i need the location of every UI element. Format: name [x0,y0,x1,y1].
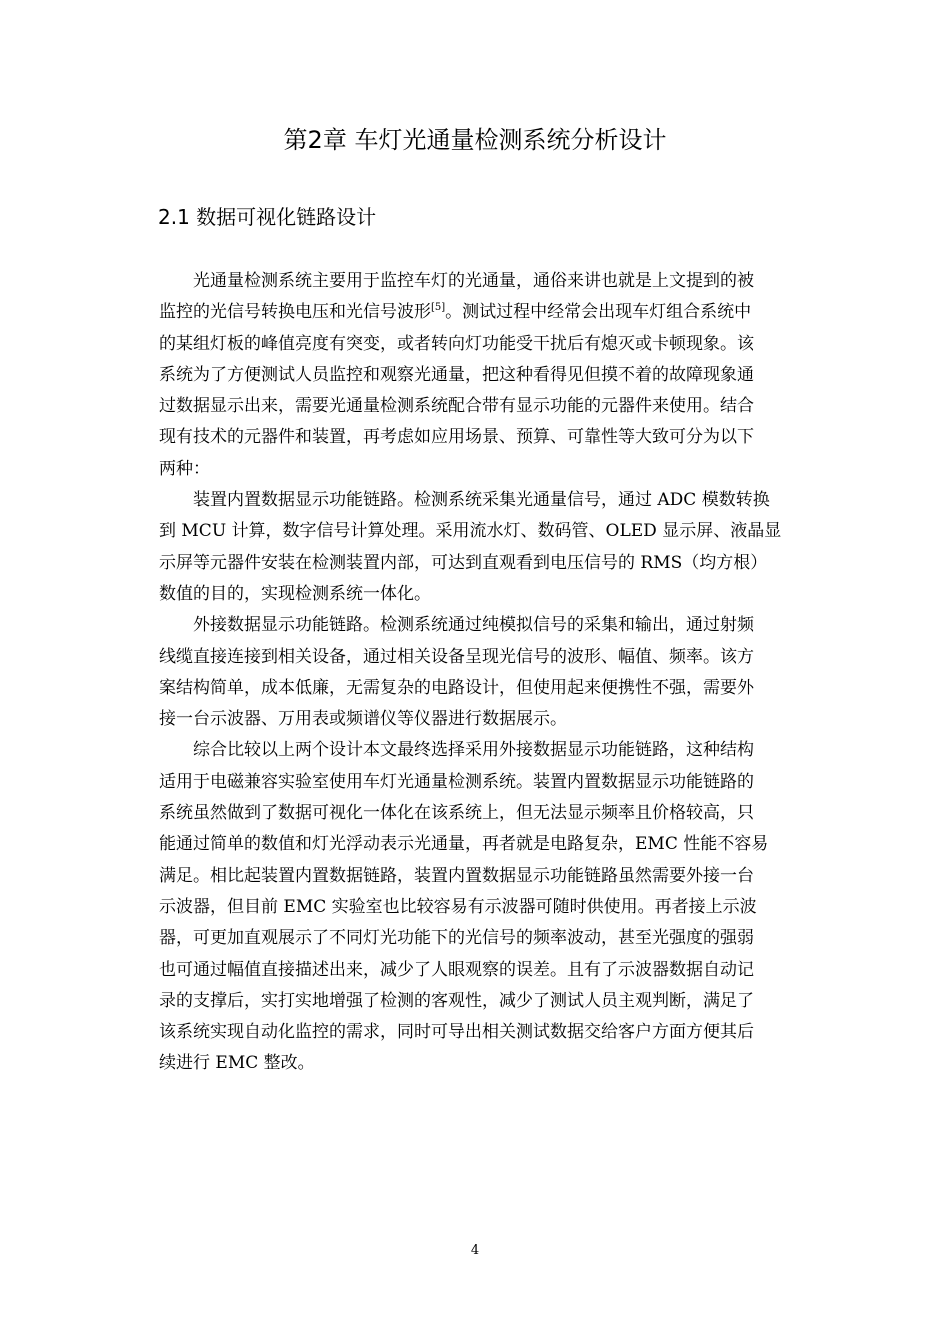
section-title: 2.1 数据可视化链路设计 [158,205,377,229]
paragraph-line: 系统虽然做到了数据可视化一体化在该系统上，但无法显示频率且价格较高，只 [159,803,754,824]
paragraph-line [159,297,835,328]
paragraph-line: 装置内置数据显示功能链路。检测系统采集光通量信号，通过 ADC 模数转换 [193,490,770,511]
paragraph-line: 录的支撑后，实打实地增强了检测的客观性，减少了测试人员主观判断，满足了 [159,990,754,1011]
paragraph-text: 监控的光信号转换电压和光信号波形 [159,302,431,323]
paragraph-line: 该系统实现自动化监控的需求，同时可导出相关测试数据交给客户方面方便其后 [159,1022,754,1043]
paragraph-line: 系统为了方便测试人员监控和观察光通量，把这种看得见但摸不着的故障现象通 [159,364,754,385]
paragraph-line: 能通过简单的数值和灯光浮动表示光通量，再者就是电路复杂，EMC 性能不容易 [159,834,769,855]
citation-reference[interactable]: [5] [431,302,446,314]
paragraph-line: 也可通过幅值直接描述出来，减少了人眼观察的误差。且有了示波器数据自动记 [159,959,754,980]
paragraph-optical-flux-intro [159,266,835,485]
paragraph-line: 综合比较以上两个设计本文最终选择采用外接数据显示功能链路，这种结构 [193,740,754,761]
paragraph-line: 到 MCU 计算，数字信号计算处理。采用流水灯、数码管、OLED 显示屏、液晶显 [159,521,782,542]
paragraph-line: 线缆直接连接到相关设备，通过相关设备呈现光信号的波形、幅值、频率。该方 [159,646,754,667]
paragraph-external-display-link [159,610,835,735]
paragraph-line: 过数据显示出来，需要光通量检测系统配合带有显示功能的元器件来使用。结合 [159,396,754,417]
paragraph-line: 两种： [159,458,210,479]
paragraph-line: 案结构简单，成本低廉，无需复杂的电路设计，但使用起来便携性不强，需要外 [159,677,754,698]
paragraph-line: 现有技术的元器件和装置，再考虑如应用场景、预算、可靠性等大致可分为以下 [159,427,754,448]
paragraph-line: 光通量检测系统主要用于监控车灯的光通量，通俗来讲也就是上文提到的被 [193,271,754,291]
paragraph-line: 示屏等元器件安装在检测装置内部，可达到直观看到电压信号的 RMS（均方根） [159,552,768,573]
paragraph-line: 适用于电磁兼容实验室使用车灯光通量检测系统。装置内置数据显示功能链路的 [159,771,754,792]
paragraph-comparison-conclusion [159,735,835,1079]
paragraph-line: 满足。相比起装置内置数据链路，装置内置数据显示功能链路虽然需要外接一台 [159,865,754,886]
paragraph-line: 器，可更加直观展示了不同灯光功能下的光信号的频率波动，甚至光强度的强弱 [159,928,754,949]
paragraph-line: 外接数据显示功能链路。检测系统通过纯模拟信号的采集和输出，通过射频 [193,615,754,636]
page-number: 4 [470,1243,480,1258]
paragraph-internal-display-link [159,485,835,610]
paragraph-line: 接一台示波器、万用表或频谱仪等仪器进行数据展示。 [159,709,567,730]
paragraph-line: 示波器，但目前 EMC 实验室也比较容易有示波器可随时供使用。再者接上示波 [159,896,757,917]
paragraph-line: 数值的目的，实现检测系统一体化。 [159,583,431,604]
body-text [159,266,835,1080]
paragraph-line: 的某组灯板的峰值亮度有突变，或者转向灯功能受干扰后有熄灭或卡顿现象。该 [159,333,754,354]
chapter-title: 第2章 车灯光通量检测系统分析设计 [283,126,667,154]
paragraph-line: 续进行 EMC 整改。 [159,1053,315,1074]
paragraph-text: 。测试过程中经常会出现车灯组合系统中 [445,302,752,323]
